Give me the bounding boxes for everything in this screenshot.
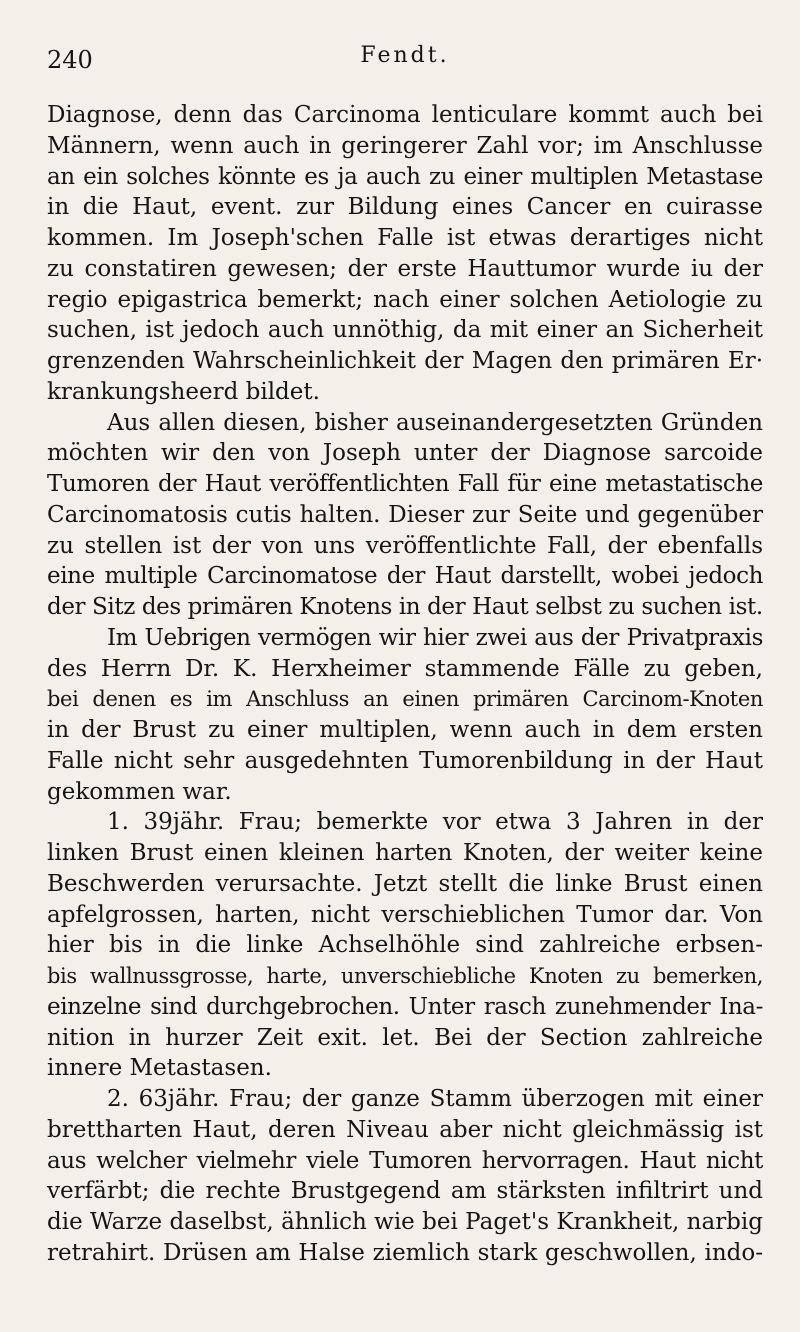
text-line: möchten wir den von Joseph unter der Diagnose sarcoide xyxy=(47,440,763,467)
text-line: aus welcher vielmehr viele Tumoren hervorragen. Haut nicht xyxy=(47,1147,763,1174)
page-number: 240 xyxy=(47,46,93,74)
text-line: innere Metastasen. xyxy=(47,1055,272,1082)
text-line: Falle nicht sehr ausgedehnten Tumorenbildung in der Haut xyxy=(47,747,763,774)
text-line: verfärbt; die rechte Brustgegend am stärksten infiltrirt und xyxy=(47,1178,763,1205)
text-line: des Herrn Dr. K. Herxheimer stammende Fälle zu geben, xyxy=(47,655,763,682)
text-line: Im Uebrigen vermögen wir hier zwei aus der Privatpraxis xyxy=(107,624,763,651)
text-line: einzelne sind durchgebrochen. Unter rasch zunehmender Ina- xyxy=(47,993,763,1020)
text-line: an ein solches könnte es ja auch zu einer multiplen Metastase xyxy=(47,163,763,190)
text-line: in die Haut, event. zur Bildung eines Cancer en cuirasse xyxy=(47,194,763,221)
text-line: gekommen war. xyxy=(47,778,232,805)
running-title: Fendt. xyxy=(360,43,450,68)
text-line: in der Brust zu einer multiplen, wenn auch in dem ersten xyxy=(47,717,763,743)
text-line: hier bis in die linke Achselhöhle sind zahlreiche erbsen- xyxy=(47,932,763,959)
text-line: bis wallnussgrosse, harte, unverschiebliche Knoten zu bemerken, xyxy=(47,964,763,988)
text-line: suchen, ist jedoch auch unnöthig, da mit einer an Sicherheit xyxy=(47,317,763,344)
text-line: retrahirt. Drüsen am Halse ziemlich stark geschwollen, indo- xyxy=(47,1239,763,1266)
text-line: Männern, wenn auch in geringerer Zahl vor; im Anschlusse xyxy=(47,132,763,159)
text-line: regio epigastrica bemerkt; nach einer solchen Aetiologie zu xyxy=(47,286,763,313)
text-line: der Sitz des primären Knotens in der Haut selbst zu suchen ist. xyxy=(47,594,763,620)
text-line: 1. 39jähr. Frau; bemerkte vor etwa 3 Jahren in der xyxy=(107,809,763,836)
text-line: Diagnose, denn das Carcinoma lenticulare kommt auch bei xyxy=(47,102,763,128)
text-line: kommen. Im Joseph'schen Falle ist etwas derartiges nicht xyxy=(47,225,763,251)
body-text xyxy=(47,100,763,1269)
text-line: die Warze daselbst, ähnlich wie bei Paget's Krankheit, narbig xyxy=(47,1209,763,1235)
text-line: brettharten Haut, deren Niveau aber nicht gleichmässig ist xyxy=(47,1116,763,1143)
text-line: zu constatiren gewesen; der erste Hauttumor wurde iu der xyxy=(47,255,763,282)
text-line: grenzenden Wahrscheinlichkeit der Magen den primären Er· xyxy=(47,348,763,374)
text-line: apfelgrossen, harten, nicht verschieblichen Tumor dar. Von xyxy=(47,901,763,928)
text-line: eine multiple Carcinomatose der Haut darstellt, wobei jedoch xyxy=(47,563,763,590)
page-header xyxy=(47,40,763,80)
text-line: Beschwerden verursachte. Jetzt stellt die linke Brust einen xyxy=(47,870,763,897)
text-line: bei denen es im Anschluss an einen primären Carcinom-Knoten xyxy=(47,687,763,712)
text-line: zu stellen ist der von uns veröffentlichte Fall, der ebenfalls xyxy=(47,532,763,559)
text-line: Carcinomatosis cutis halten. Dieser zur Seite und gegenüber xyxy=(47,501,763,528)
text-line: krankungsheerd bildet. xyxy=(47,378,320,405)
text-line: nition in hurzer Zeit exit. let. Bei der Section zahlreiche xyxy=(47,1024,763,1051)
text-line: linken Brust einen kleinen harten Knoten, der weiter keine xyxy=(47,840,763,866)
text-line: 2. 63jähr. Frau; der ganze Stamm überzogen mit einer xyxy=(107,1086,763,1112)
text-line: Aus allen diesen, bisher auseinandergesetzten Gründen xyxy=(107,409,763,436)
text-line: Tumoren der Haut veröffentlichten Fall für eine metastatische xyxy=(47,471,763,497)
